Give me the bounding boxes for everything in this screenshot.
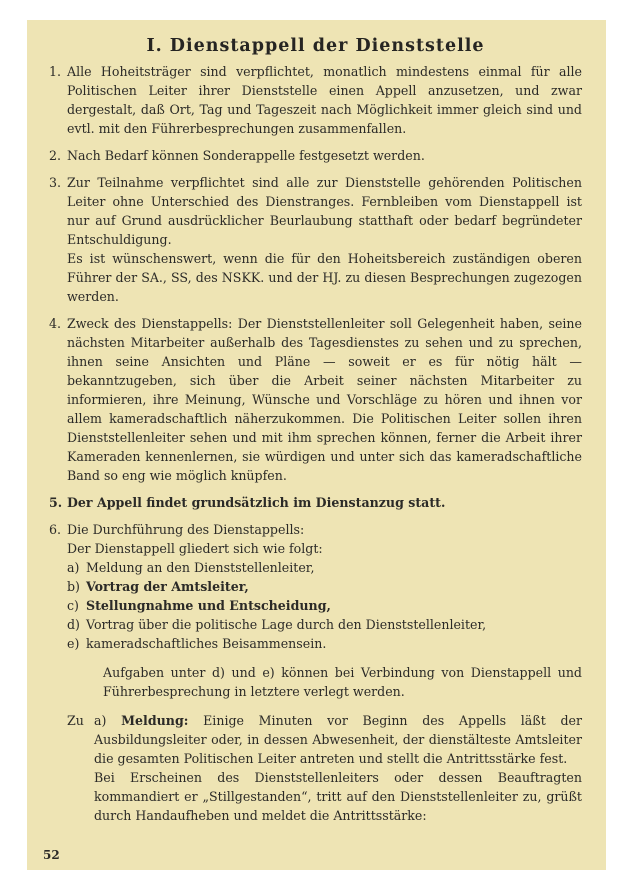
- agenda-list: [67, 558, 582, 653]
- agenda-item-text: kameradschaftliches Beisammensein.: [86, 636, 327, 651]
- paragraph-number: 1.: [49, 64, 62, 79]
- paragraph-3: [49, 173, 582, 306]
- agenda-item-text: Vortrag über die politische Lage durch den Dienststellenleiter,: [86, 617, 487, 632]
- agenda-item-label: d): [67, 617, 80, 632]
- book-page: [27, 20, 606, 870]
- agenda-item-label: c): [67, 598, 79, 613]
- agenda-item-text: Stellungnahme und Entscheidung,: [86, 598, 331, 613]
- paragraph-text: Alle Hoheitsträger sind verpflichtet, monatlich mindestens einmal für alle Politischen Leiter ihrer Dienststelle einen Appell anzusetzen, und zwar dergestalt, daß Ort, Tag und Tageszeit nach Möglichkeit immer gleich sind und evtl. mit den Führerbesprechungen zusammenfallen.: [67, 64, 582, 136]
- agenda-item-text: Vortrag der Amtsleiter,: [86, 579, 249, 594]
- paragraph-text: Zweck des Dienstappells: Der Dienststellenleiter soll Gelegenheit haben, seine nächsten Mitarbeiter außerhalb des Tagesdienstes zu sehen und zu sprechen, ihnen seine Ansichten und Pläne — soweit er es für nötig hält — bekanntzugeben, sich über die Arbeit seiner nächsten Mitarbeiter zu informieren, ihre Meinung, Wünsche und Vorschläge zu hören und ihnen vor allem kameradschaftlich näherzukommen. Die Politischen Leiter sollen ihren Dienststellenleiter sehen und mit ihm sprechen können, ferner die Arbeit ihrer Kameraden kennenlernen, sie würdigen und unter sich das kameradschaftliche Band so eng wie möglich knüpfen.: [67, 316, 582, 483]
- zu-item-label: a): [94, 713, 107, 728]
- section-heading: Die Durchführung des Dienstappells:: [67, 522, 305, 537]
- paragraph-number: 4.: [49, 316, 62, 331]
- paragraph-text: Der Appell findet grundsätzlich im Dienstanzug statt.: [67, 495, 446, 510]
- meldung-section: [67, 711, 582, 825]
- zu-text-continued: Bei Erscheinen des Dienststellenleiters oder dessen Beauftragten kommandiert er „Stillgestanden“, tritt auf den Dienststellenleiter zu, grüßt durch Handaufheben und meldet die Antrittsstärke:: [94, 770, 582, 823]
- page-number: 52: [43, 848, 60, 862]
- agenda-item-label: a): [67, 560, 80, 575]
- paragraph-number: 5.: [49, 495, 63, 510]
- agenda-item: [67, 596, 582, 615]
- zu-text: Einige Minuten vor Beginn des Appells läßt der Ausbildungsleiter oder, in dessen Abwesenheit, der dienstälteste Amtsleiter die gesamten Politischen Leiter antreten und stellt die Antrittsstärke fest.: [94, 713, 582, 766]
- paragraph-1: [49, 62, 582, 138]
- paragraph-6: [49, 520, 582, 825]
- agenda-item-label: b): [67, 579, 80, 594]
- paragraph-number: 6.: [49, 522, 62, 537]
- list-intro: Der Dienstappell gliedert sich wie folgt:: [67, 541, 323, 556]
- paragraph-4: [49, 314, 582, 485]
- agenda-item-label: e): [67, 636, 80, 651]
- page-title: I. Dienstappell der Dienststelle: [146, 36, 485, 56]
- zu-term: Meldung:: [121, 713, 189, 728]
- agenda-item: [67, 558, 582, 577]
- agenda-item: [67, 615, 582, 634]
- zu-label: Zu: [67, 713, 84, 728]
- paragraph-number: 3.: [49, 175, 62, 190]
- paragraph-text-continued: Es ist wünschenswert, wenn die für den Hoheitsbereich zuständigen oberen Führer der SA., SS, des NSKK. und der HJ. zu diesen Besprechungen zugezogen werden.: [67, 251, 582, 304]
- agenda-note: Aufgaben unter d) und e) können bei Verbindung von Dienstappell und Führerbesprechung in letztere verlegt werden.: [103, 665, 582, 699]
- paragraph-text: Zur Teilnahme verpflichtet sind alle zur Dienststelle gehörenden Politischen Leiter ohne Unterschied des Dienstranges. Fernbleiben vom Dienstappell ist nur auf Grund ausdrücklicher Beurlaubung statthaft oder bedarf begründeter Entschuldigung.: [67, 175, 582, 247]
- agenda-item-text: Meldung an den Dienststellenleiter,: [86, 560, 315, 575]
- paragraph-number: 2.: [49, 148, 62, 163]
- agenda-item: [67, 634, 582, 653]
- paragraph-text: Nach Bedarf können Sonderappelle festgesetzt werden.: [67, 148, 425, 163]
- paragraph-2: [49, 146, 582, 165]
- paragraph-5: [49, 493, 582, 512]
- agenda-item: [67, 577, 582, 596]
